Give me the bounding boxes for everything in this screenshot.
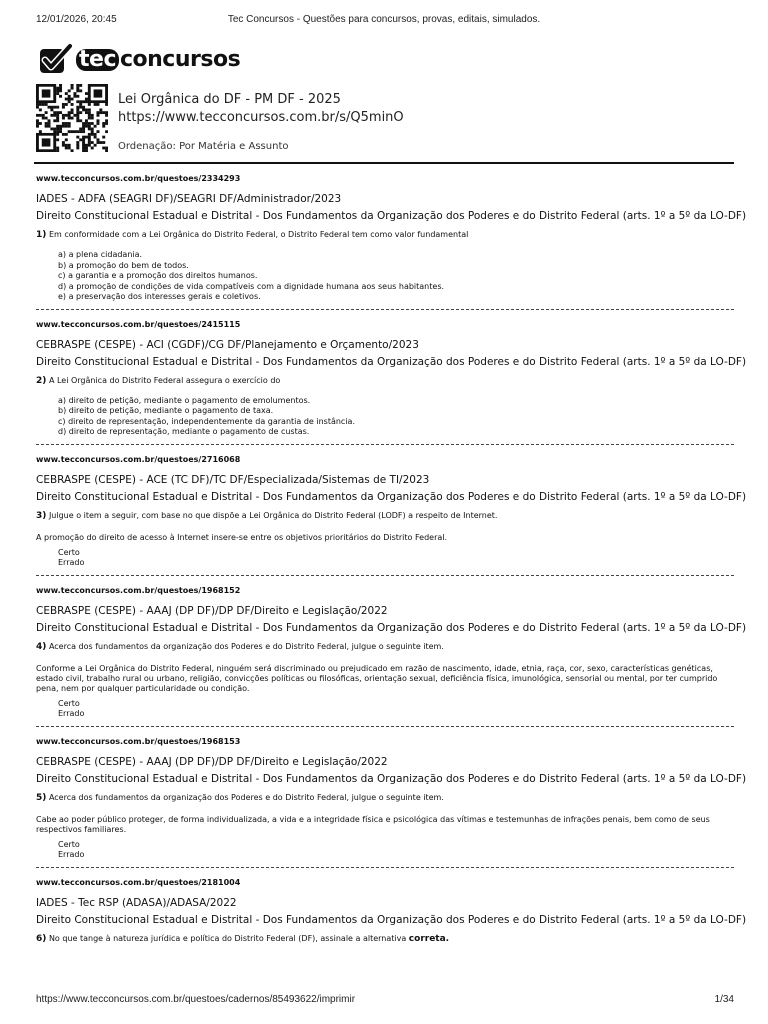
question-statement: 1) Em conformidade com a Lei Orgânica do Distrito Federal, o Distrito Federal tem como valor fundamental (36, 230, 469, 240)
question-number: 2) (36, 375, 47, 386)
question-topic: Direito Constitucional Estadual e Distrital - Dos Fundamentos da Organização dos Poderes e do Distrito Federal (arts. 1º a 5º da LO-DF) (36, 210, 747, 222)
question-divider (36, 867, 734, 868)
question-6 (36, 877, 747, 945)
print-datetime: 12/01/2026, 20:45 (36, 14, 117, 25)
question-source: IADES - ADFA (SEAGRI DF)/SEAGRI DF/Administrador/2023 (36, 193, 342, 205)
question-divider (36, 309, 734, 310)
header-divider (34, 162, 734, 164)
question-source: CEBRASPE (CESPE) - AAAJ (DP DF)/DP DF/Direito e Legislação/2022 (36, 755, 388, 768)
question-statement: 6) No que tange à natureza jurídica e política do Distrito Federal (DF), assinale a alternativa correta. (36, 933, 450, 944)
question-source: CEBRASPE (CESPE) - ACE (TC DF)/TC DF/Especializada/Sistemas de TI/2023 (36, 473, 430, 486)
question-3 (36, 454, 747, 576)
question-divider (36, 444, 734, 445)
logo-wordmark: tec concursos (76, 47, 240, 72)
option-certo: Certo (58, 547, 80, 557)
question-source: CEBRASPE (CESPE) - ACI (CGDF)/CG DF/Planejamento e Orçamento/2023 (36, 338, 419, 351)
alternative: c) a garantia e a promoção dos direitos humanos. (58, 271, 258, 280)
question-link[interactable]: www.tecconcursos.com.br/questoes/2334293 (36, 174, 241, 183)
question-link[interactable]: www.tecconcursos.com.br/questoes/2181004 (36, 877, 241, 887)
statement-emphasis: correta. (408, 933, 450, 944)
alternative: c) direito de representação, independentemente da garantia de instância. (58, 416, 355, 426)
option-errado: Errado (58, 709, 85, 718)
question-link[interactable]: www.tecconcursos.com.br/questoes/1968153 (36, 736, 241, 746)
caderno-title: Lei Orgânica do DF - PM DF - 2025 (118, 92, 341, 107)
option-certo: Certo (58, 839, 80, 849)
question-number: 1) (36, 230, 47, 240)
question-statement: 2) A Lei Orgânica do Distrito Federal assegura o exercício do (36, 375, 281, 386)
question-statement: 3) Julgue o item a seguir, com base no que dispõe a Lei Orgânica do Distrito Federal (LODF) a respeito de Internet. (36, 510, 498, 521)
question-statement: 5) Acerca dos fundamentos da organização dos Poderes e do Distrito Federal, julgue o seguinte item. (36, 792, 444, 803)
question-link[interactable]: www.tecconcursos.com.br/questoes/2716068 (36, 454, 241, 464)
question-5 (36, 736, 747, 868)
question-number: 3) (36, 510, 47, 521)
print-page-title: Tec Concursos - Questões para concursos, provas, editais, simulados. (227, 14, 541, 25)
question-link[interactable]: www.tecconcursos.com.br/questoes/1968152 (36, 585, 241, 595)
question-number: 5) (36, 792, 47, 803)
option-errado: Errado (58, 558, 85, 567)
question-number: 6) (36, 933, 47, 944)
question-source: CEBRASPE (CESPE) - AAAJ (DP DF)/DP DF/Direito e Legislação/2022 (36, 604, 388, 617)
question-topic: Direito Constitucional Estadual e Distrital - Dos Fundamentos da Organização dos Poderes e do Distrito Federal (arts. 1º a 5º da LO-DF) (36, 772, 747, 785)
print-url: https://www.tecconcursos.com.br/questoes/cadernos/85493622/imprimir (36, 994, 356, 1005)
alternatives-list (36, 250, 734, 303)
question-topic: Direito Constitucional Estadual e Distrital - Dos Fundamentos da Organização dos Poderes e do Distrito Federal (arts. 1º a 5º da LO-DF) (36, 355, 747, 368)
alternatives-list (36, 396, 734, 438)
certo-errado-options (36, 548, 734, 569)
question-link[interactable]: www.tecconcursos.com.br/questoes/2415115 (36, 319, 241, 329)
alternative: d) direito de representação, mediante o pagamento de custas. (58, 427, 310, 436)
option-errado: Errado (58, 850, 85, 859)
question-list (36, 173, 747, 945)
question-1 (36, 173, 747, 310)
question-topic: Direito Constitucional Estadual e Distrital - Dos Fundamentos da Organização dos Poderes e do Distrito Federal (arts. 1º a 5º da LO-DF) (36, 913, 747, 926)
alternative: b) direito de petição, mediante o pagamento de taxa. (58, 406, 274, 415)
question-topic: Direito Constitucional Estadual e Distrital - Dos Fundamentos da Organização dos Poderes e do Distrito Federal (arts. 1º a 5º da LO-DF) (36, 490, 747, 503)
question-divider (36, 575, 734, 576)
ordenacao-label: Ordenação: Por Matéria e Assunto (118, 141, 289, 152)
alternative: e) a preservação dos interesses gerais e coletivos. (58, 292, 261, 301)
page-number: 1/34 (714, 994, 734, 1005)
option-certo: Certo (58, 698, 80, 708)
alternative: b) a promoção do bem de todos. (58, 260, 189, 270)
alternative: d) a promoção de condições de vida compatíveis com a dignidade humana aos seus habitantes. (58, 281, 445, 291)
tecconcursos-logo (38, 43, 240, 75)
caderno-url[interactable]: https://www.tecconcursos.com.br/s/Q5minO (118, 110, 404, 125)
checkbox-check-icon (38, 43, 74, 75)
question-source: IADES - Tec RSP (ADASA)/ADASA/2022 (36, 896, 237, 909)
question-item-text: Conforme a Lei Orgânica do Distrito Federal, ninguém será discriminado ou prejudicado em razão de nascimento, idade, etnia, raça, cor, sexo, características genéticas, estado civil, trabalho rural ou urbano, religião, convicções políticas ou filosóficas, orientação sexual, deficiência física, imunológica, sensorial ou mental, por ter cumprido pena, nem por qualquer particularidade ou condição. (36, 663, 718, 693)
certo-errado-options (36, 840, 734, 861)
question-2 (36, 319, 747, 445)
question-item-text: A promoção do direito de acesso à Internet insere-se entre os objetivos prioritários do Distrito Federal. (36, 532, 448, 542)
alternative: a) direito de petição, mediante o pagamento de emolumentos. (58, 395, 311, 405)
question-item-text: Cabe ao poder público proteger, de forma individualizada, a vida e a integridade física e psicológica das vítimas e testemunhas de infrações penais, bem como de seus respectivos familiares. (36, 814, 710, 834)
qr-code-icon (36, 84, 108, 152)
question-4 (36, 585, 747, 727)
question-divider (36, 726, 734, 727)
certo-errado-options (36, 699, 734, 720)
print-header (0, 14, 768, 34)
question-statement: 4) Acerca dos fundamentos da organização dos Poderes e do Distrito Federal, julgue o seguinte item. (36, 641, 444, 652)
print-footer (0, 994, 768, 1014)
alternative: a) a plena cidadania. (58, 250, 143, 259)
question-topic: Direito Constitucional Estadual e Distrital - Dos Fundamentos da Organização dos Poderes e do Distrito Federal (arts. 1º a 5º da LO-DF) (36, 621, 747, 634)
question-number: 4) (36, 641, 47, 652)
